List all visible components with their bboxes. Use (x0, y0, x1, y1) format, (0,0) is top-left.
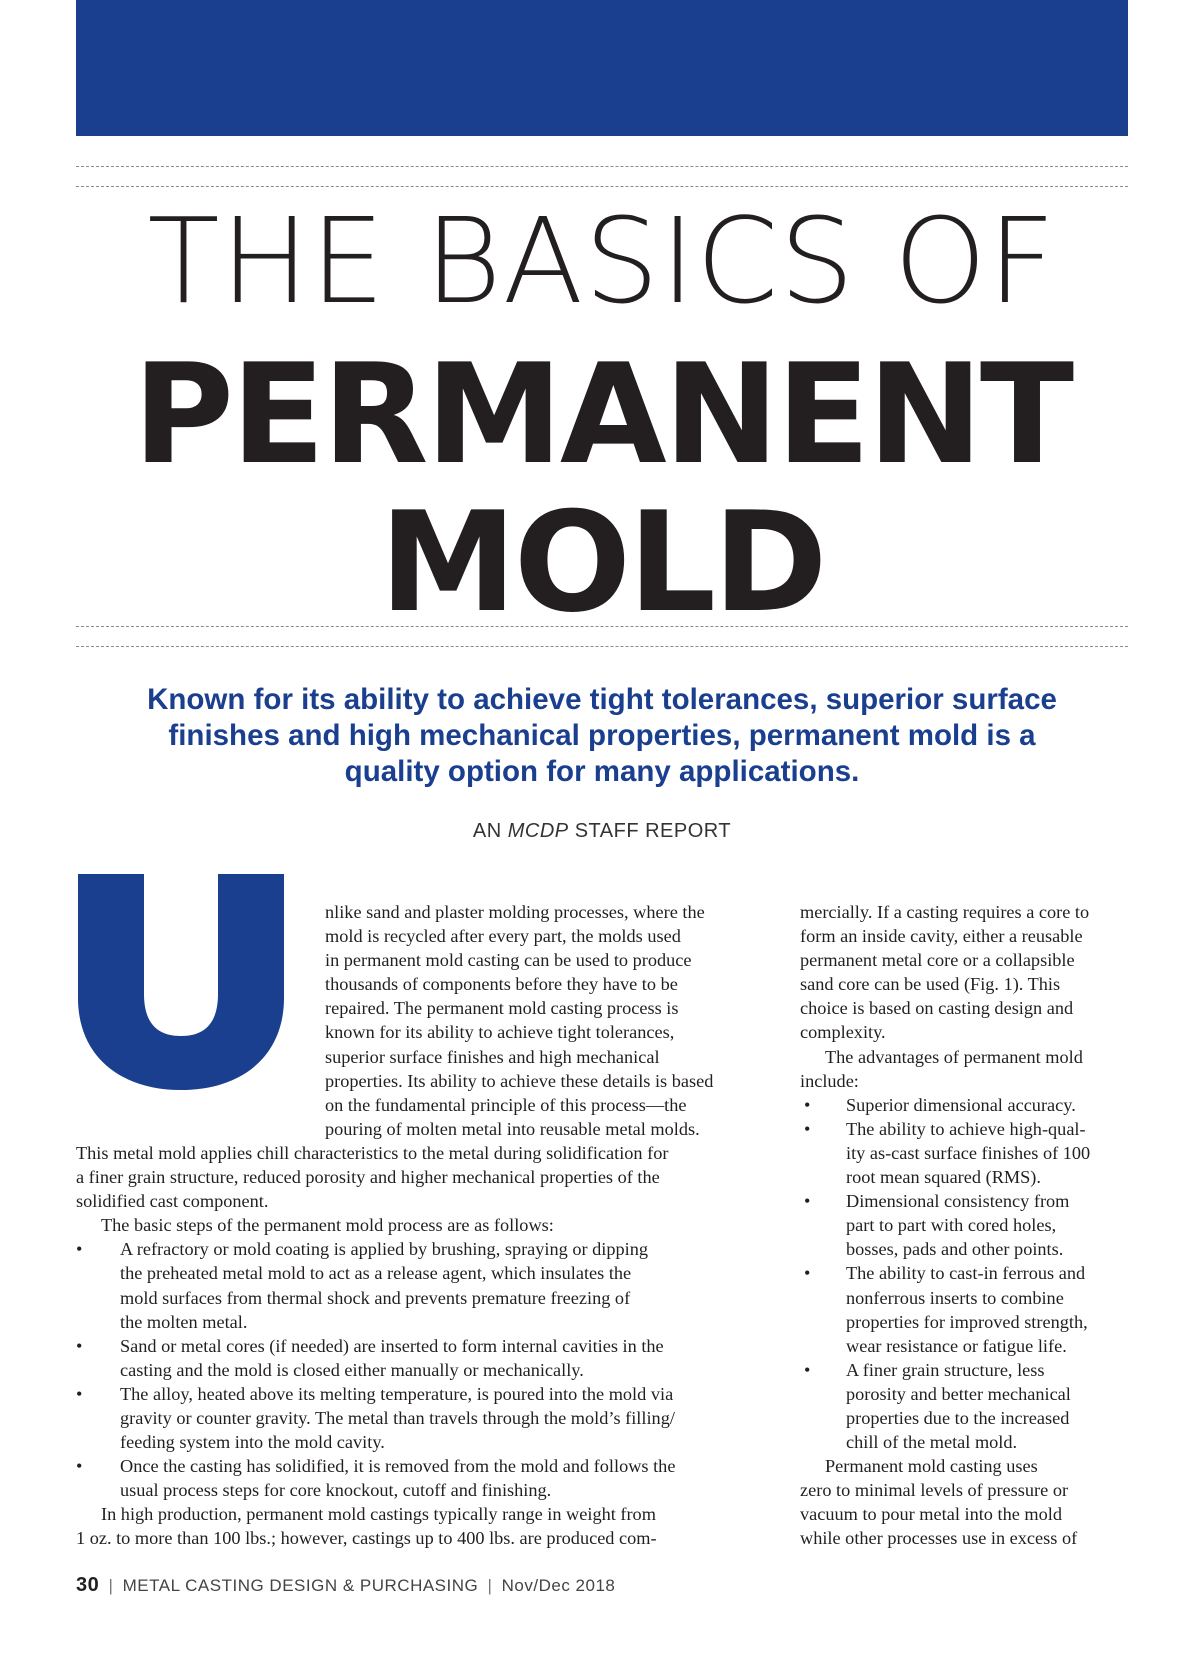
body-line: porosity and better mechanical (846, 1383, 1071, 1404)
title-line-3: MOLD (379, 482, 825, 643)
body-line: the preheated metal mold to act as a release agent, which insulates the (120, 1263, 632, 1284)
bullet-text: A refractory or mold coating is applied by brushing, spraying or dipping (120, 1239, 649, 1260)
body-line: complexity. (800, 1022, 886, 1043)
deck-line: Known for its ability to achieve tight tolerances, superior surface (147, 683, 1057, 716)
body-line: vacuum to pour metal into the mold (800, 1504, 1062, 1525)
body-line: ity as-cast surface finishes of 100 (846, 1142, 1091, 1163)
bullet-item (800, 1358, 1130, 1382)
body-line: casting and the mold is closed either manually or mechanically. (120, 1359, 584, 1380)
body-line: in permanent mold casting can be used to produce (325, 950, 692, 971)
bullet-text: The ability to cast-in ferrous and (846, 1263, 1086, 1284)
header-banner (76, 0, 1128, 136)
bullet-glyph: • (804, 1191, 811, 1212)
byline (76, 820, 1128, 843)
body-line: gravity or counter gravity. The metal than travels through the mold’s filling/ (120, 1407, 675, 1428)
bullet-glyph: • (804, 1359, 811, 1380)
body-line: usual process steps for core knockout, cutoff and finishing. (120, 1480, 552, 1501)
bullet-item (76, 1237, 761, 1261)
dashed-rule (76, 646, 1128, 647)
body-line: bosses, pads and other points. (846, 1239, 1064, 1260)
body-line: include: (800, 1070, 859, 1091)
body-line: nlike sand and plaster molding processes, where the (325, 902, 705, 922)
page-number: 30 (76, 1574, 100, 1596)
bullet-glyph: • (804, 1094, 811, 1115)
body-column-right (800, 900, 1130, 1550)
bullet-glyph: • (804, 1263, 811, 1284)
bullet-item (800, 1117, 1130, 1141)
body-line: properties for improved strength, (846, 1311, 1088, 1332)
bullet-item (76, 1454, 761, 1478)
body-line: 1 oz. to more than 100 lbs.; however, castings up to 400 lbs. are produced com- (76, 1528, 657, 1549)
body-line: solidified cast component. (76, 1191, 269, 1212)
bullet-text: Superior dimensional accuracy. (846, 1094, 1076, 1115)
byline-suffix: STAFF REPORT (574, 820, 732, 842)
body-line: The basic steps of the permanent mold process are as follows: (101, 1215, 554, 1236)
body-line: zero to minimal levels of pressure or (800, 1480, 1069, 1501)
bullet-text: Once the casting has solidified, it is removed from the mold and follows the (120, 1456, 676, 1477)
title-line-1: THE BASICS OF (147, 192, 1057, 330)
footer-publication: METAL CASTING DESIGN & PURCHASING (122, 1576, 479, 1595)
body-line: This metal mold applies chill characteristics to the metal during solidification for (76, 1142, 669, 1163)
bullet-item (76, 1334, 761, 1358)
body-line: the molten metal. (120, 1311, 248, 1332)
body-line: repaired. The permanent mold casting process is (325, 998, 679, 1019)
dashed-rule (76, 186, 1128, 187)
byline-publication: MCDP (507, 820, 569, 842)
body-line: while other processes use in excess of (800, 1528, 1078, 1549)
bullet-item (800, 1261, 1130, 1285)
body-line: properties. Its ability to achieve these details is based (325, 1070, 714, 1091)
body-line: form an inside cavity, either a reusable (800, 926, 1083, 947)
body-line: mold is recycled after every part, the molds used (325, 926, 681, 947)
body-line: root mean squared (RMS). (846, 1167, 1041, 1188)
bullet-glyph: • (76, 1383, 83, 1404)
body-line: thousands of components before they have to be (325, 974, 678, 995)
body-line: nonferrous inserts to combine (846, 1287, 1064, 1308)
body-line: known for its ability to achieve tight tolerances, (325, 1022, 675, 1043)
deck-line: finishes and high mechanical properties, permanent mold is a (168, 719, 1036, 752)
body-line: Permanent mold casting uses (825, 1456, 1038, 1477)
bullet-glyph: • (804, 1118, 811, 1139)
bullet-text: The alloy, heated above its melting temperature, is poured into the mold via (120, 1383, 674, 1404)
bullet-item (76, 1382, 761, 1406)
footer-issue: Nov/Dec 2018 (501, 1576, 616, 1595)
dashed-rule (76, 166, 1128, 167)
body-line: In high production, permanent mold castings typically range in weight from (101, 1504, 656, 1525)
bullet-glyph: • (76, 1456, 83, 1477)
byline-prefix: AN (472, 820, 502, 842)
body-line: mercially. If a casting requires a core to (800, 902, 1090, 922)
body-line: superior surface finishes and high mechanical (325, 1046, 660, 1067)
bullet-text: Sand or metal cores (if needed) are inserted to form internal cavities in the (120, 1335, 664, 1356)
body-line: on the fundamental principle of this process—the (325, 1094, 687, 1115)
body-column-left (76, 900, 761, 1550)
body-line: wear resistance or fatigue life. (846, 1335, 1067, 1356)
body-line: properties due to the increased (846, 1407, 1070, 1428)
title-line-2: PERMANENT (132, 334, 1072, 495)
bullet-glyph: • (76, 1239, 83, 1260)
page-footer (76, 1574, 876, 1597)
bullet-text: Dimensional consistency from (846, 1191, 1070, 1212)
body-line: feeding system into the mold cavity. (120, 1432, 385, 1453)
body-line: sand core can be used (Fig. 1). This (800, 974, 1061, 995)
footer-divider: | (487, 1576, 493, 1595)
bullet-item (800, 1093, 1130, 1117)
body-line: permanent metal core or a collapsible (800, 950, 1075, 971)
body-line: The advantages of permanent mold (825, 1046, 1083, 1067)
bullet-text: A finer grain structure, less (846, 1359, 1045, 1380)
body-line: a finer grain structure, reduced porosity and higher mechanical properties of the (76, 1167, 660, 1188)
body-line: chill of the metal mold. (846, 1432, 1018, 1453)
bullet-text: The ability to achieve high-qual- (846, 1118, 1086, 1139)
body-line: part to part with cored holes, (846, 1215, 1057, 1236)
dashed-rule (76, 626, 1128, 627)
body-line: choice is based on casting design and (800, 998, 1074, 1019)
bullet-item (800, 1189, 1130, 1213)
article-deck (76, 682, 1128, 790)
body-line: mold surfaces from thermal shock and prevents premature freezing of (120, 1287, 631, 1308)
deck-line: quality option for many applications. (344, 755, 860, 788)
bullet-glyph: • (76, 1335, 83, 1356)
footer-divider: | (108, 1576, 114, 1595)
body-line: pouring of molten metal into reusable metal molds. (325, 1118, 700, 1139)
